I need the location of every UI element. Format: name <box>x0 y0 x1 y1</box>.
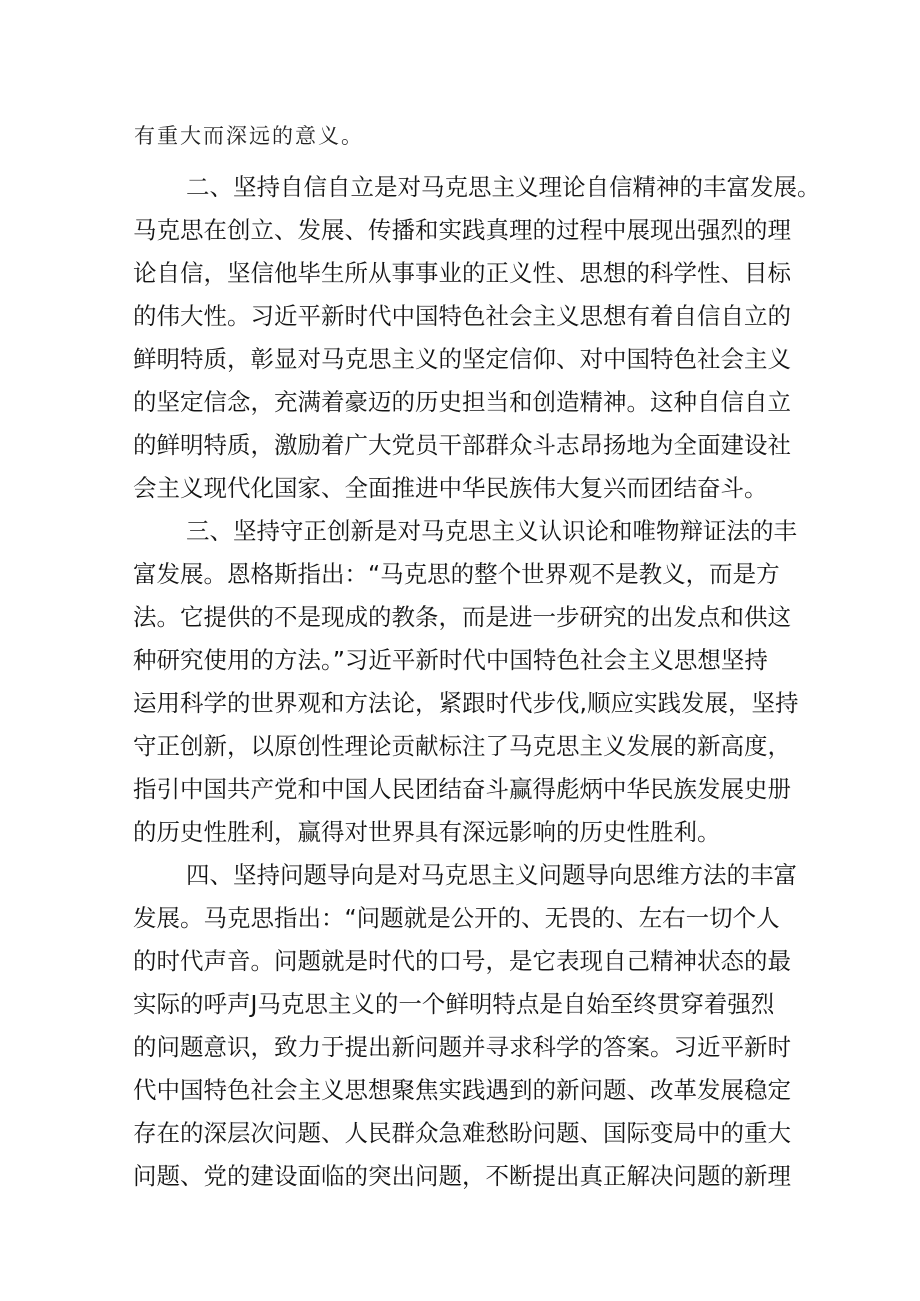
text-line: 会主义现代化国家、全面推进中华民族伟大复兴而团结奋斗。 <box>133 474 768 502</box>
text-line: 存在的深层次问题、人民群众急难愁盼问题、国际变局中的重大 <box>133 1119 791 1147</box>
text-line: 富发展。恩格斯指出：“马克思的整个世界观不是教义，而是方 <box>133 560 780 588</box>
text-line: 的时代声音。问题就是时代的口号，是它表现自己精神状态的最 <box>133 947 791 975</box>
text-line: 守正创新，以原创性理论贡献标注了马克思主义发展的新高度， <box>133 732 791 760</box>
section-heading-2: 二、坚持自信自立是对马克思主义理论自信精神的丰富发展。 <box>186 173 821 201</box>
text-line: 论自信，坚信他毕生所从事事业的正义性、思想的科学性、目标 <box>133 259 791 287</box>
text-line: 的鲜明特质，激励着广大党员干部群众斗志昂扬地为全面建设社 <box>133 431 791 459</box>
section-heading-4: 四、坚持问题导向是对马克思主义问题导向思维方法的丰富 <box>186 861 797 889</box>
text-line: 的历史性胜利，赢得对世界具有深远影响的历史性胜利。 <box>133 818 721 846</box>
text-line: 的伟大性。习近平新时代中国特色社会主义思想有着自信自立的 <box>133 302 791 330</box>
text-line: 的问题意识，致力于提出新问题并寻求科学的答案。习近平新时 <box>133 1033 791 1061</box>
text-line: 指引中国共产党和中国人民团结奋斗赢得彪炳中华民族发展史册 <box>133 775 791 803</box>
text-line: 实际的呼声J马克思主义的一个鲜明特点是自始至终贯穿着强烈 <box>133 990 775 1018</box>
text-line: 有重大而深远的意义。 <box>134 124 364 148</box>
text-line: 的坚定信念，充满着豪迈的历史担当和创造精神。这种自信自立 <box>133 388 791 416</box>
text-line: 问题、党的建设面临的突出问题，不断提出真正解决问题的新理 <box>133 1162 791 1190</box>
section-heading-3: 三、坚持守正创新是对马克思主义认识论和唯物辩证法的丰 <box>186 517 797 545</box>
text-line: 马克思在创立、发展、传播和实践真理的过程中展现出强烈的理 <box>133 216 791 244</box>
text-line: 种研究使用的方法。”习近平新时代中国特色社会主义思想坚持 <box>133 646 768 674</box>
text-line: 鲜明特质，彰显对马克思主义的坚定信仰、对中国特色社会主义 <box>133 345 791 373</box>
text-line: 发展。马克思指出：“问题就是公开的、无畏的、左右一切个人 <box>133 904 780 932</box>
text-line: 法。它提供的不是现成的教条，而是进一步研究的出发点和供这 <box>133 603 791 631</box>
text-line: 运用科学的世界观和方法论，紧跟时代步伐,顺应实践发展，坚持 <box>133 689 799 717</box>
text-line: 代中国特色社会主义思想聚焦实践遇到的新问题、改革发展稳定 <box>133 1076 791 1104</box>
